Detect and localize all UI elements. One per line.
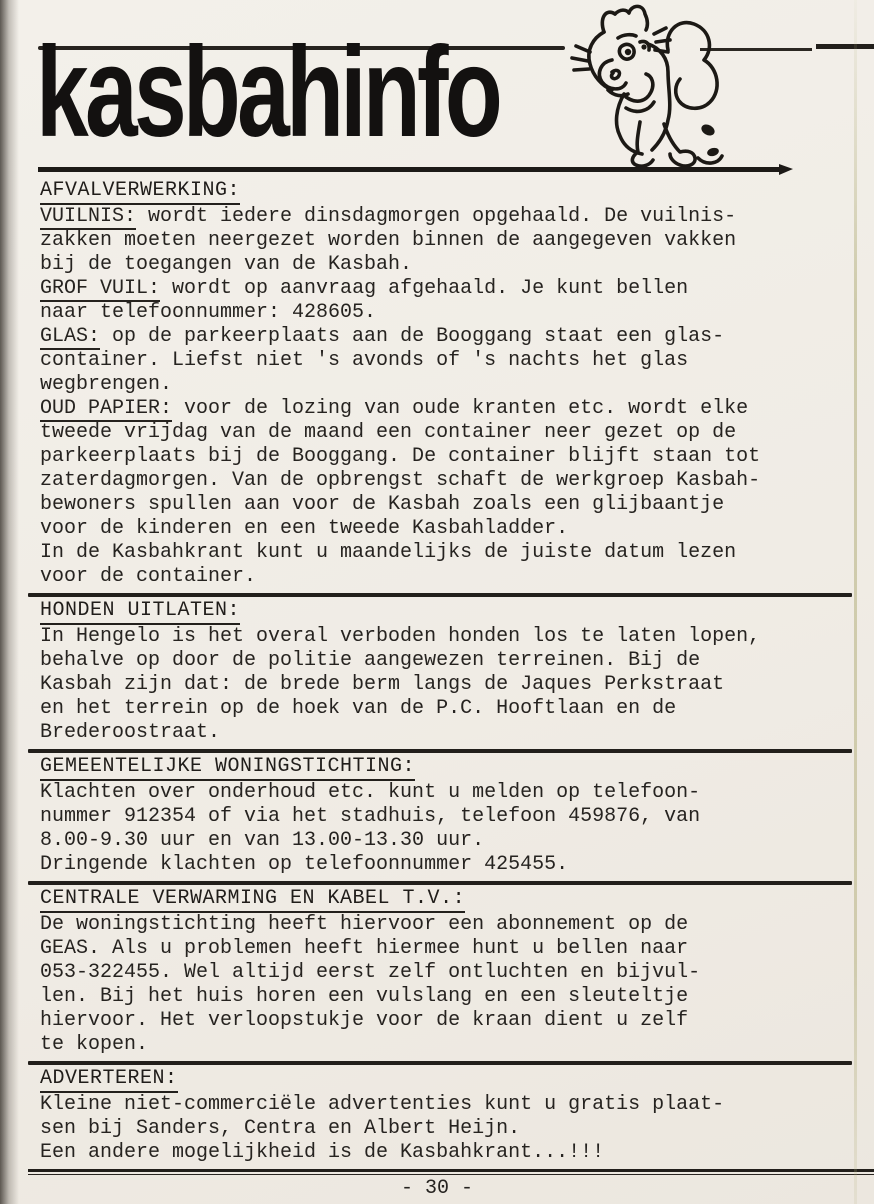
section-divider	[28, 881, 852, 885]
paper-crease	[854, 0, 857, 1204]
paragraph: In Hengelo is het overal verboden honden los te laten lopen, behalve op door de politie aangewezen terreinen. Bij de Kasbah zijn dat: de brede berm langs de Jaques Perkstraat en het terrein op de hoek van de P.C. Hooftlaan en de Brederoostraat.	[40, 625, 761, 744]
paragraph: In de Kasbahkrant kunt u maandelijks de juiste datum lezen voor de container.	[40, 541, 737, 588]
paragraph: VUILNIS: wordt iedere dinsdagmorgen opgehaald. De vuilnis- zakken moeten neergezet worden binnen de aangegeven vakken bij de toegangen van de Kasbah.	[40, 205, 737, 276]
section-heading: HONDEN UITLATEN:	[40, 600, 240, 625]
cat-illustration-icon	[556, 2, 734, 172]
section-divider	[28, 749, 852, 753]
top-rule-right	[816, 44, 874, 49]
section-centrale-verwarming	[40, 888, 852, 1057]
section-heading: GEMEENTELIJKE WONINGSTICHTING:	[40, 756, 415, 781]
term-label: VUILNIS:	[40, 205, 137, 228]
term-label: GLAS:	[40, 325, 101, 348]
term-label: GROF VUIL:	[40, 277, 161, 300]
page-title: kasbahinfo	[36, 21, 500, 164]
paragraph: Kleine niet-commerciële advertenties kunt u gratis plaat- sen bij Sanders, Centra en Albert Heijn. Een andere mogelijkheid is de Kasbahkrant...!!!	[40, 1093, 725, 1164]
paragraph: Klachten over onderhoud etc. kunt u melden op telefoon- nummer 912354 of via het stadhuis, telefoon 459876, van 8.00-9.30 uur en van 13.00-13.30 uur. Dringende klachten op telefoonnummer 425455.	[40, 781, 701, 876]
masthead-rule	[38, 167, 780, 172]
scan-edge-shadow	[0, 0, 20, 1204]
section-afvalverwerking	[40, 180, 852, 589]
section-divider	[28, 593, 852, 597]
section-heading: AFVALVERWERKING:	[40, 180, 240, 205]
term-label: OUD PAPIER:	[40, 397, 173, 420]
paragraph: GLAS: op de parkeerplaats aan de Booggang staat een glas- container. Liefst niet 's avonds of 's nachts het glas wegbrengen.	[40, 325, 725, 396]
paragraph: De woningstichting heeft hiervoor een abonnement op de GEAS. Als u problemen heeft hiermee hunt u bellen naar 053-322455. Wel altijd eerst zelf ontluchten en bijvul- len. Bij het huis horen een vulslang en een sleuteltje hiervoor. Het verloopstukje voor de kraan dient u zelf te kopen.	[40, 913, 701, 1056]
page-number: - 30 -	[400, 1177, 473, 1200]
section-heading: CENTRALE VERWARMING EN KABEL T.V.:	[40, 888, 465, 913]
section-gemeentelijke-woningstichting	[40, 756, 852, 877]
sections	[40, 178, 852, 1175]
section-heading: ADVERTEREN:	[40, 1068, 178, 1093]
section-divider	[28, 1169, 874, 1175]
paragraph: GROF VUIL: wordt op aanvraag afgehaald. Je kunt bellen naar telefoonnummer: 428605.	[40, 277, 689, 324]
page-footer	[0, 1177, 874, 1201]
section-honden-uitlaten	[40, 600, 852, 745]
paragraph: OUD PAPIER: voor de lozing van oude kranten etc. wordt elke tweede vrijdag van de maand een container neer gezet op de parkeerplaats bij de Booggang. De container blijft staan tot zaterdagmorgen. Van de opbrengst schaft de werkgroep Kasbah- bewoners spullen aan voor de Kasbah zoals een glijbaantje voor de kinderen en een tweede Kasbahladder.	[40, 397, 761, 540]
section-divider	[28, 1061, 852, 1065]
masthead	[0, 0, 874, 178]
section-adverteren	[40, 1068, 852, 1165]
